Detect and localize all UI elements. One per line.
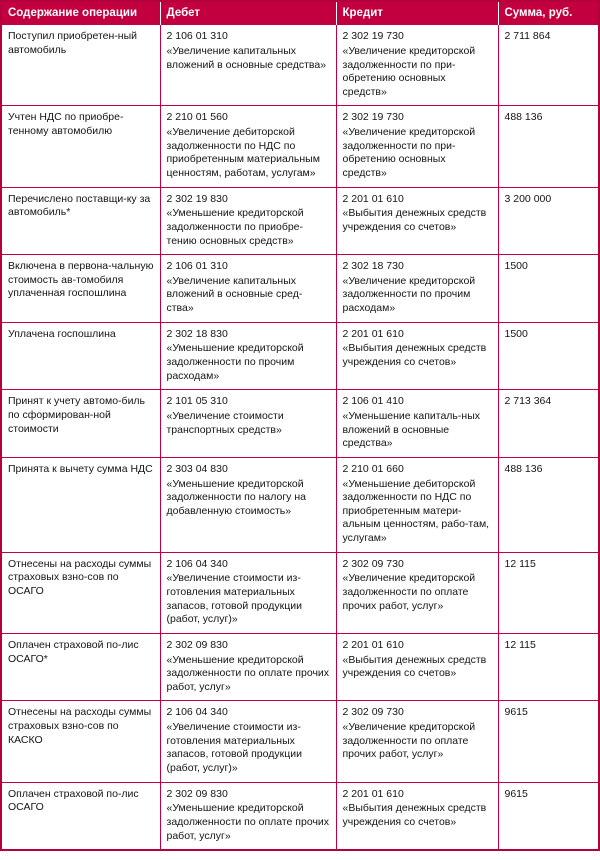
credit-account-name: «Увеличение кредиторской задолженности по при-обретению основных средств» <box>342 44 476 98</box>
credit-account-code: 2 210 01 660 <box>342 462 404 475</box>
debit-account-code: 2 106 01 310 <box>166 30 228 43</box>
debit-account-code: 2 106 04 340 <box>166 557 228 570</box>
cell-amount: 9615 <box>504 787 528 800</box>
cell-operation: Учтен НДС по приобре-тенному автомобилю <box>2 106 160 187</box>
credit-account-code: 2 201 01 610 <box>342 638 404 651</box>
table-row <box>2 255 598 323</box>
debit-account-name: «Уменьшение кредиторской задолженности по оплате прочих работ, услуг» <box>166 653 330 693</box>
credit-account-name: «Уменьшение дебиторской задолженности по НДС по приобретенным матери-альным ценностям, рабо-там, услугам» <box>342 477 490 545</box>
cell-credit <box>336 322 498 390</box>
cell-debit <box>160 457 336 552</box>
debit-account-code: 2 302 09 830 <box>166 787 228 800</box>
credit-account-code: 2 302 09 730 <box>342 557 404 570</box>
cell-operation: Поступил приобретен-ный автомобиль <box>2 25 160 106</box>
credit-account-name: «Выбытия денежных средств учреждения со счетов» <box>342 653 487 680</box>
table-row <box>2 322 598 390</box>
cell-operation: Принят к учету автомо-биль по сформирован-ной стоимости <box>2 390 160 458</box>
cell-credit <box>336 701 498 782</box>
debit-account-code: 2 302 09 830 <box>166 638 228 651</box>
column-header-debit: Дебет <box>160 2 336 25</box>
table-row <box>2 633 598 701</box>
cell-debit <box>160 782 336 849</box>
debit-account-name: «Уменьшение кредиторской задолженности по прочим расходам» <box>166 342 304 382</box>
credit-account-name: «Выбытия денежных средств учреждения со счетов» <box>342 802 487 828</box>
cell-amount: 12 115 <box>498 552 598 633</box>
cell-credit <box>336 255 498 323</box>
cell-debit <box>160 552 336 633</box>
credit-account-code: 2 302 09 730 <box>342 706 404 719</box>
debit-account-code: 2 302 19 830 <box>166 192 228 205</box>
table-row <box>2 25 598 106</box>
debit-account-name: «Уменьшение кредиторской задолженности по приобре-тению основных средств» <box>166 207 304 247</box>
debit-account-name: «Увеличение стоимости из-готовления материальных запасов, готовой продукции (работ, услуг)» <box>166 721 302 775</box>
credit-account-code: 2 302 19 730 <box>342 111 404 124</box>
debit-account-code: 2 302 18 830 <box>166 327 228 340</box>
column-header-operation: Содержание операции <box>2 2 160 25</box>
table-row <box>2 457 598 552</box>
debit-account-name: «Увеличение капитальных вложений в основные сред-ства» <box>166 274 303 315</box>
table-row <box>2 106 598 187</box>
cell-amount: 3 200 000 <box>498 187 598 255</box>
credit-account-name: «Уменьшение капиталь-ных вложений в основные средства» <box>342 409 480 450</box>
cell-operation: Оплачен страховой по-лис ОСАГО <box>2 782 160 849</box>
credit-account-code: 2 302 19 730 <box>342 30 404 43</box>
credit-account-name: «Выбытия денежных средств учреждения со счетов» <box>342 342 487 369</box>
cell-debit <box>160 322 336 390</box>
table-body <box>2 25 598 849</box>
cell-debit <box>160 106 336 187</box>
debit-account-code: 2 106 01 310 <box>166 260 228 273</box>
credit-account-name: «Увеличение кредиторской задолженности по при-обретению основных средств» <box>342 126 476 179</box>
credit-account-name: «Увеличение кредиторской задолженности по оплате прочих работ, услуг» <box>342 572 476 612</box>
table-header-row <box>2 2 598 25</box>
debit-account-name: «Увеличение капитальных вложений в основные средства» <box>166 44 327 71</box>
cell-amount: 1500 <box>498 255 598 323</box>
table-row <box>2 701 598 782</box>
credit-account-code: 2 201 01 610 <box>342 787 404 800</box>
cell-amount: 12 115 <box>498 633 598 701</box>
cell-operation: Отнесены на расходы суммы страховых взно-сов по ОСАГО <box>2 552 160 633</box>
credit-account-name: «Увеличение кредиторской задолженности по прочим расходам» <box>342 274 476 315</box>
cell-amount: 488 136 <box>498 106 598 187</box>
cell-debit <box>160 187 336 255</box>
cell-operation: Включена в первона-чальную стоимость ав-томобиля уплаченная госпошлина <box>2 255 160 323</box>
table-row <box>2 552 598 633</box>
debit-account-name: «Уменьшение кредиторской задолженности по налогу на добавленную стоимость» <box>166 477 306 517</box>
cell-operation: Принята к вычету сумма НДС <box>2 457 160 552</box>
cell-amount: 1500 <box>498 322 598 390</box>
debit-account-name: «Уменьшение кредиторской задолженности по оплате прочих работ, услуг» <box>166 802 330 842</box>
debit-account-code: 2 210 01 560 <box>166 111 228 124</box>
cell-credit <box>336 187 498 255</box>
credit-account-name: «Увеличение кредиторской задолженности по оплате прочих работ, услуг» <box>342 721 476 761</box>
credit-account-code: 2 106 01 410 <box>342 395 404 408</box>
cell-amount: 2 711 864 <box>498 25 598 106</box>
debit-account-code: 2 303 04 830 <box>166 462 228 475</box>
debit-account-name: «Увеличение стоимости из-готовления материальных запасов, готовой продукции (работ, услуг)» <box>166 572 302 626</box>
cell-debit <box>160 390 336 458</box>
cell-operation: Уплачена госпошлина <box>2 322 160 390</box>
debit-account-code: 2 106 04 340 <box>166 706 228 719</box>
debit-account-code: 2 101 05 310 <box>166 395 228 408</box>
column-header-amount: Сумма, руб. <box>498 2 598 25</box>
cell-debit <box>160 255 336 323</box>
cell-debit <box>160 701 336 782</box>
cell-amount: 2 713 364 <box>498 390 598 458</box>
cell-credit <box>336 782 498 849</box>
cell-operation: Оплачен страховой по-лис ОСАГО* <box>2 633 160 701</box>
credit-account-code: 2 302 18 730 <box>342 260 404 273</box>
cell-operation: Перечислено поставщи-ку за автомобиль* <box>2 187 160 255</box>
table-header <box>2 2 598 25</box>
table-row <box>2 390 598 458</box>
cell-debit <box>160 25 336 106</box>
cell-credit <box>336 633 498 701</box>
credit-account-code: 2 201 01 610 <box>342 327 404 340</box>
credit-account-name: «Выбытия денежных средств учреждения со счетов» <box>342 207 487 233</box>
cell-amount: 488 136 <box>498 457 598 552</box>
cell-credit <box>336 457 498 552</box>
cell-amount: 9615 <box>498 701 598 782</box>
table-row <box>2 187 598 255</box>
debit-account-name: «Увеличение стоимости транспортных средств» <box>166 409 284 436</box>
cell-operation: Отнесены на расходы суммы страховых взно-сов по КАСКО <box>2 701 160 782</box>
debit-account-name: «Увеличение дебиторской задолженности по НДС по приобретенным материальным ценностям, работам, услугам» <box>166 126 320 179</box>
accounting-entries-table <box>2 2 598 849</box>
cell-debit <box>160 633 336 701</box>
cell-credit <box>336 25 498 106</box>
cell-credit <box>336 106 498 187</box>
credit-account-code: 2 201 01 610 <box>342 192 404 205</box>
table-row <box>2 782 598 849</box>
cell-credit <box>336 390 498 458</box>
column-header-credit: Кредит <box>336 2 498 25</box>
cell-credit <box>336 552 498 633</box>
